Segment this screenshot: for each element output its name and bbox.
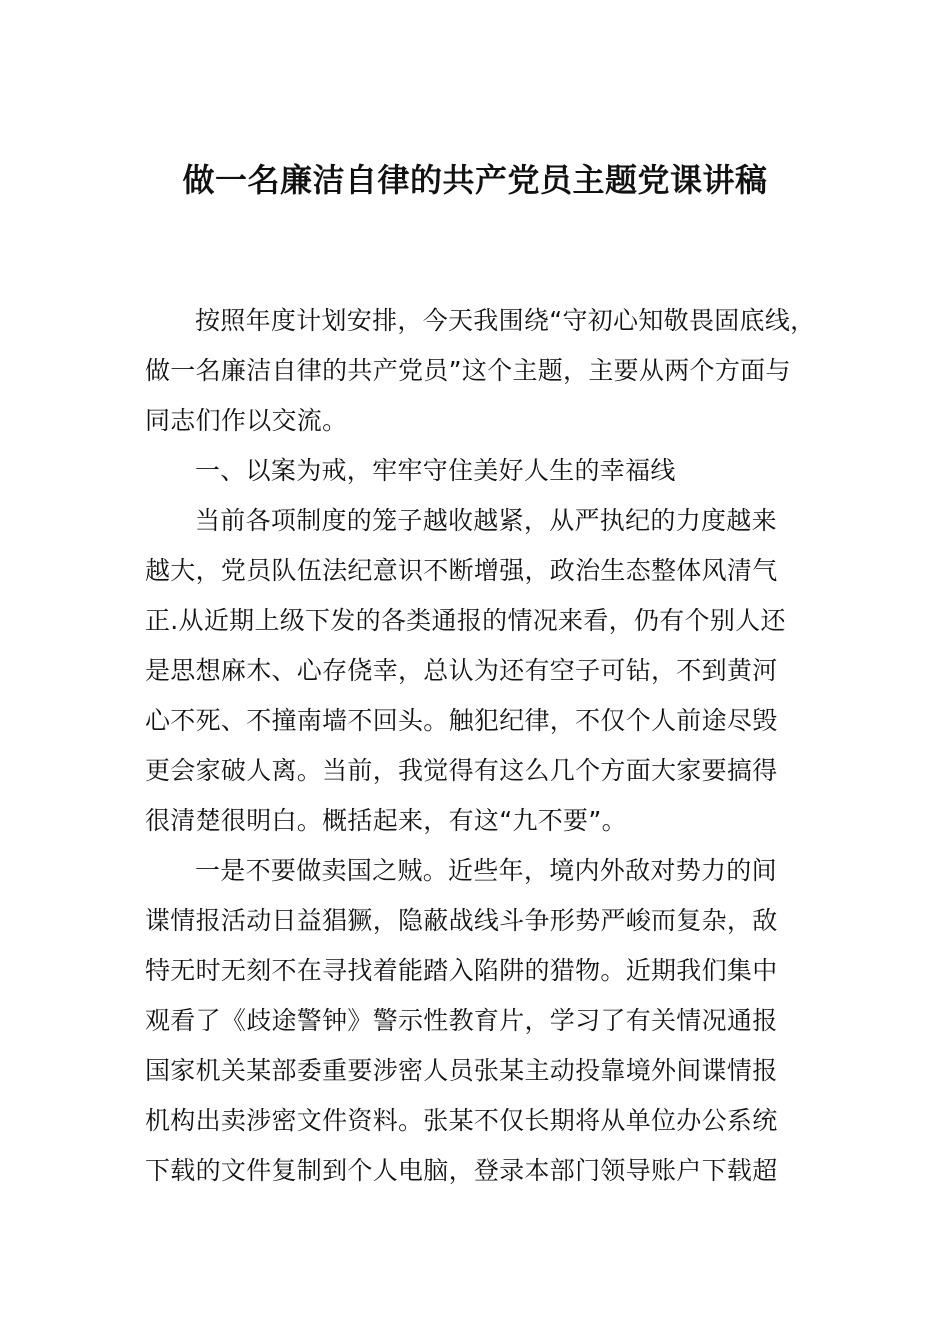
paragraph-line: 观看了《歧途警钟》警示性教育片，学习了有关情况通报	[145, 1006, 778, 1035]
paragraph-line: 心不死、不撞南墙不回头。触犯纪律，不仅个人前途尽毁	[145, 706, 778, 735]
paragraph-line: 谍情报活动日益猖獗，隐蔽战线斗争形势严峻而复杂，敌	[145, 906, 778, 935]
paragraph-line: 机构出卖涉密文件资料。张某不仅长期将从单位办公系统	[145, 1106, 778, 1135]
paragraph-line: 正.从近期上级下发的各类通报的情况来看，仍有个别人还	[145, 606, 786, 635]
paragraph-line: 当前各项制度的笼子越收越紧，从严执纪的力度越来	[195, 506, 777, 535]
paragraph-line: 特无时无刻不在寻找着能踏入陷阱的猎物。近期我们集中	[145, 956, 778, 985]
paragraph-line: 是思想麻木、心存侥幸，总认为还有空子可钻，不到黄河	[145, 656, 778, 685]
paragraph-line: 一是不要做卖国之贼。近些年，境内外敌对势力的间	[195, 856, 777, 885]
paragraph-line: 做一名廉洁自律的共产党员”这个主题，主要从两个方面与	[145, 356, 791, 385]
section-heading: 一、以案为戒，牢牢守住美好人生的幸福线	[195, 456, 676, 485]
paragraph-line: 越大，党员队伍法纪意识不断增强，政治生态整体风清气	[145, 556, 778, 585]
paragraph-line: 更会家破人离。当前，我觉得有这么几个方面大家要搞得	[145, 756, 778, 785]
paragraph-line: 很清楚很明白。概括起来，有这“九不要”。	[145, 806, 627, 835]
paragraph-line: 下载的文件复制到个人电脑，登录本部门领导账户下载超	[145, 1156, 778, 1185]
paragraph-line: 国家机关某部委重要涉密人员张某主动投靠境外间谍情报	[145, 1056, 778, 1085]
paragraph-line: 同志们作以交流。	[145, 406, 348, 435]
document-body	[145, 296, 825, 1196]
paragraph-line: 按照年度计划安排，今天我围绕“守初心知敬畏固底线，	[195, 306, 816, 335]
document-title: 做一名廉洁自律的共产党员主题党课讲稿	[182, 161, 768, 199]
